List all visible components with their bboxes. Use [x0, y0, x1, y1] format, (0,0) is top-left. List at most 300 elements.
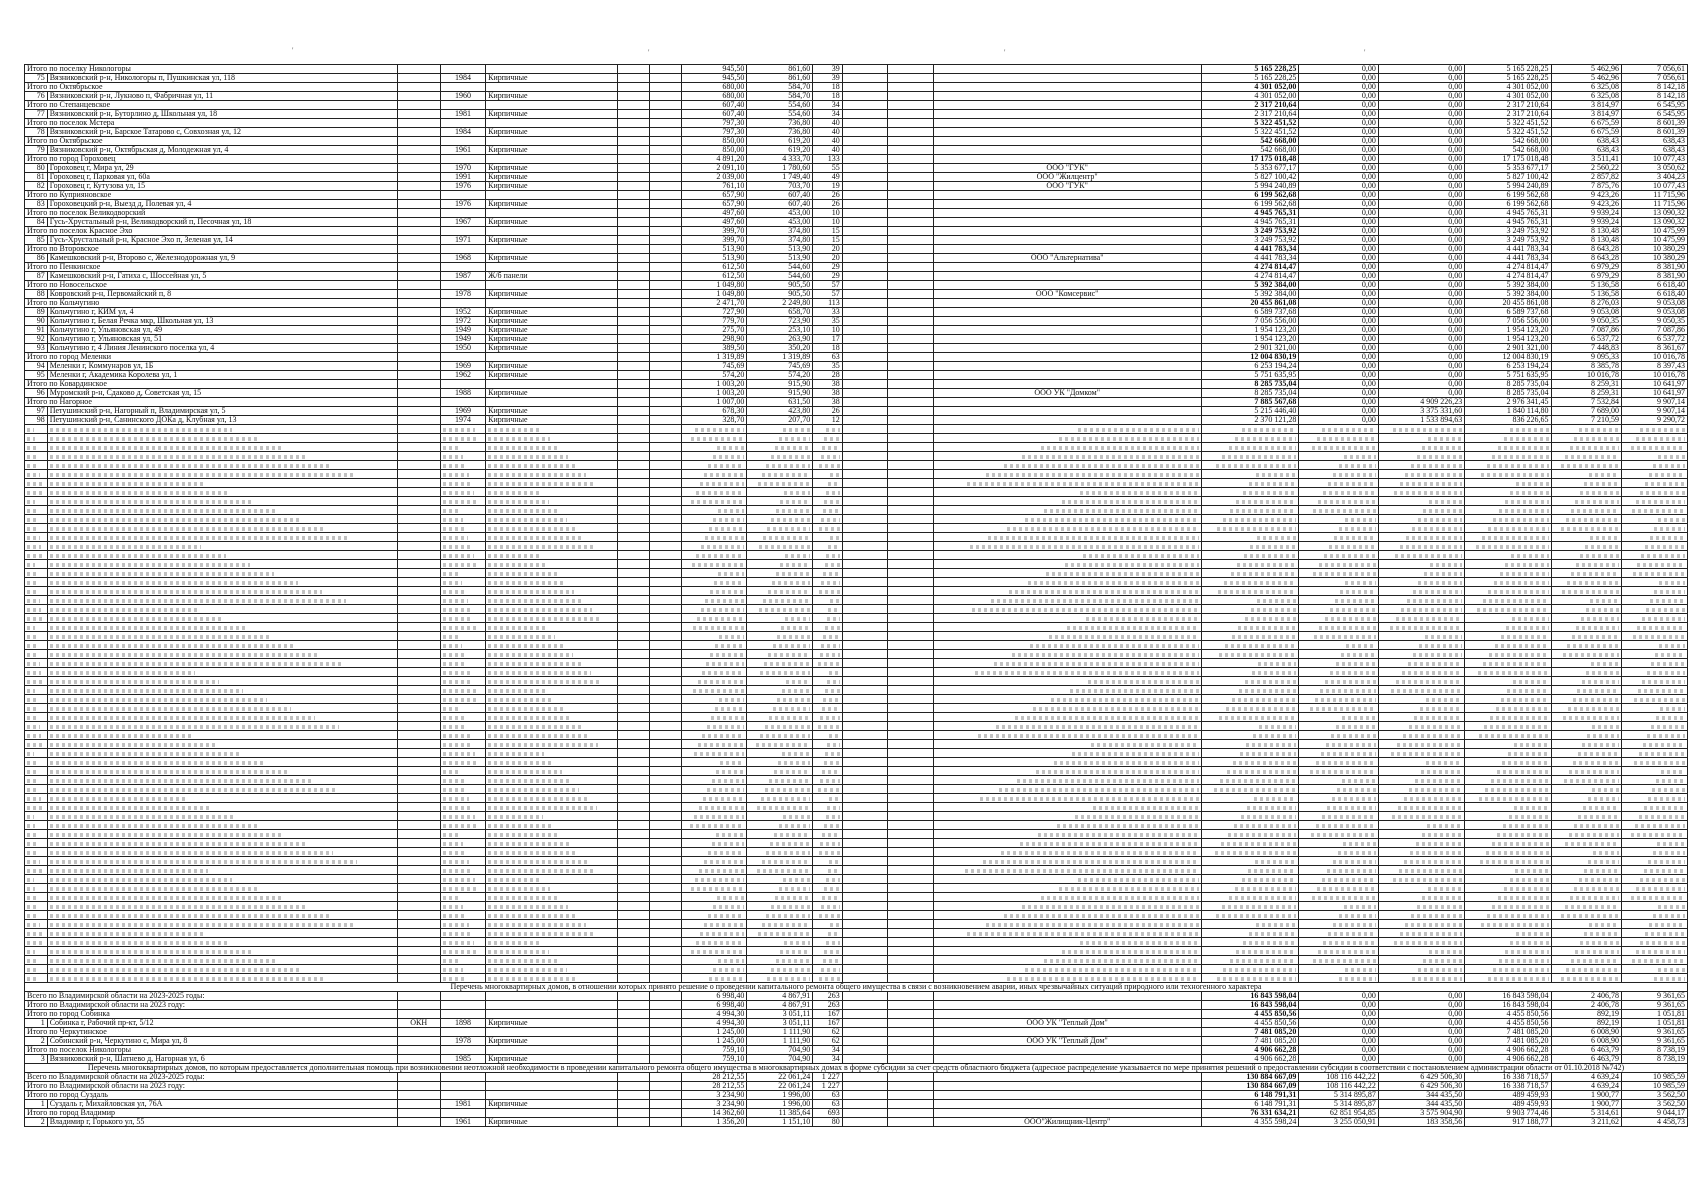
entrances — [649, 1019, 681, 1028]
illegible-cell — [617, 488, 649, 497]
residents-count: 1 227 — [813, 1082, 843, 1091]
illegible-cell — [1201, 749, 1299, 758]
house-row — [25, 416, 1688, 425]
illegible-cell — [440, 740, 485, 749]
management-org — [933, 344, 1201, 353]
management-org — [933, 380, 1201, 389]
build-year — [440, 101, 485, 110]
unit-cost-limit: 10 641,97 — [1621, 380, 1687, 389]
illegible-cell — [440, 542, 485, 551]
illegible-row — [25, 875, 1688, 884]
illegible-cell — [842, 965, 887, 974]
illegible-cell — [1201, 578, 1299, 587]
illegible-cell — [1551, 596, 1621, 605]
total-area: 678,30 — [681, 407, 747, 416]
living-area: 905,50 — [747, 290, 813, 299]
living-area: 3 051,11 — [747, 1019, 813, 1028]
house-address: Меленки г, Коммунаров ул, 1Б — [47, 362, 397, 371]
illegible-cell — [1378, 749, 1464, 758]
illegible-cell — [47, 587, 397, 596]
illegible-cell — [440, 533, 485, 542]
illegible-cell — [1465, 650, 1551, 659]
illegible-cell — [1551, 821, 1621, 830]
fund-source-c: 2 976 341,45 — [1465, 398, 1551, 407]
house-row — [25, 1055, 1688, 1064]
illegible-cell — [397, 794, 440, 803]
illegible-cell — [933, 452, 1201, 461]
unit-cost-limit: 3 562,50 — [1621, 1100, 1687, 1109]
illegible-cell — [649, 965, 681, 974]
fund-source-b: 3 375 331,60 — [1378, 407, 1464, 416]
illegible-cell — [1201, 560, 1299, 569]
illegible-cell — [1621, 947, 1687, 956]
illegible-cell — [747, 641, 813, 650]
heritage-tag — [397, 272, 440, 281]
illegible-cell — [649, 884, 681, 893]
illegible-cell — [397, 830, 440, 839]
management-org — [933, 1001, 1201, 1010]
total-area: 4 891,20 — [681, 155, 747, 164]
account-method — [842, 308, 887, 317]
illegible-cell — [47, 551, 397, 560]
illegible-cell — [681, 830, 747, 839]
repair-type — [888, 200, 933, 209]
residents-count: 34 — [813, 101, 843, 110]
illegible-cell — [617, 965, 649, 974]
illegible-cell — [888, 524, 933, 533]
repair-type — [888, 83, 933, 92]
heritage-tag — [397, 281, 440, 290]
heritage-tag — [397, 1073, 440, 1082]
management-org — [933, 371, 1201, 380]
illegible-cell — [747, 812, 813, 821]
illegible-cell — [25, 803, 48, 812]
illegible-cell — [1465, 785, 1551, 794]
illegible-cell — [649, 515, 681, 524]
illegible-cell — [1378, 533, 1464, 542]
unit-cost-limit: 10 475,99 — [1621, 236, 1687, 245]
total-area: 1 003,20 — [681, 380, 747, 389]
illegible-cell — [933, 587, 1201, 596]
illegible-cell — [813, 857, 843, 866]
repair-type — [888, 992, 933, 1001]
row-number: 76 — [25, 92, 48, 101]
illegible-cell — [47, 920, 397, 929]
illegible-cell — [25, 947, 48, 956]
illegible-cell — [681, 443, 747, 452]
illegible-cell — [813, 929, 843, 938]
illegible-cell — [1621, 839, 1687, 848]
house-row — [25, 308, 1688, 317]
illegible-cell — [747, 704, 813, 713]
illegible-cell — [47, 740, 397, 749]
illegible-cell — [1299, 740, 1379, 749]
illegible-cell — [747, 866, 813, 875]
unit-cost-limit: 6 618,40 — [1621, 290, 1687, 299]
illegible-cell — [1378, 812, 1464, 821]
illegible-cell — [617, 749, 649, 758]
fund-source-c: 8 285 735,04 — [1465, 380, 1551, 389]
illegible-cell — [1378, 461, 1464, 470]
illegible-cell — [1378, 902, 1464, 911]
illegible-cell — [933, 902, 1201, 911]
residents-count: 40 — [813, 146, 843, 155]
repair-cost: 7 056 556,00 — [1201, 317, 1299, 326]
illegible-cell — [1299, 839, 1379, 848]
illegible-cell — [25, 821, 48, 830]
illegible-cell — [813, 821, 843, 830]
illegible-cell — [1621, 974, 1687, 983]
illegible-row — [25, 776, 1688, 785]
illegible-cell — [25, 866, 48, 875]
illegible-cell — [440, 794, 485, 803]
entrances — [649, 380, 681, 389]
illegible-cell — [1201, 848, 1299, 857]
illegible-cell — [1299, 794, 1379, 803]
illegible-cell — [1621, 515, 1687, 524]
illegible-cell — [888, 425, 933, 434]
illegible-cell — [747, 506, 813, 515]
unit-cost: 7 087,86 — [1551, 326, 1621, 335]
illegible-cell — [649, 488, 681, 497]
illegible-cell — [813, 641, 843, 650]
build-year: 1968 — [440, 254, 485, 263]
illegible-cell — [933, 470, 1201, 479]
illegible-cell — [747, 533, 813, 542]
floors — [617, 245, 649, 254]
management-org — [933, 1046, 1201, 1055]
house-address: Петушинский р-н, Нагорный п, Владимирская ул, 5 — [47, 407, 397, 416]
illegible-cell — [47, 821, 397, 830]
unit-cost: 7 210,59 — [1551, 416, 1621, 425]
build-year — [440, 263, 485, 272]
repair-type — [888, 1091, 933, 1100]
fund-source-b: 0,00 — [1378, 290, 1464, 299]
repair-type — [888, 317, 933, 326]
illegible-cell — [933, 839, 1201, 848]
illegible-cell — [1299, 821, 1379, 830]
account-method — [842, 74, 887, 83]
subtotal-label: Итого по город Владимир — [25, 1109, 398, 1118]
residents-count: 35 — [813, 362, 843, 371]
total-area: 399,70 — [681, 227, 747, 236]
section-caption: Перечень многоквартирных домов, по которым предоставляется дополнительная помощь при возникновении неотложной необходимости в проведении капитального ремонта общего имущества в многоквартирных домах в форме субсидии за счет средств областного бюджета (адресное распределение указывается по мере принятия решений о предоставлении субсидии в соответствии с постановлением администрации области от 01.10.2018 №742) — [25, 1064, 1688, 1073]
illegible-cell — [681, 533, 747, 542]
total-area: 497,60 — [681, 209, 747, 218]
fund-source-c: 917 188,77 — [1465, 1118, 1551, 1127]
unit-cost-limit: 8 738,19 — [1621, 1046, 1687, 1055]
entrances — [649, 245, 681, 254]
illegible-cell — [1201, 740, 1299, 749]
residents-count: 10 — [813, 218, 843, 227]
total-area: 759,10 — [681, 1055, 747, 1064]
fund-source-b: 0,00 — [1378, 146, 1464, 155]
repair-cost: 4 906 662,28 — [1201, 1055, 1299, 1064]
wall-material: Кирпичные — [486, 128, 618, 137]
illegible-cell — [440, 461, 485, 470]
illegible-cell — [842, 434, 887, 443]
illegible-cell — [617, 704, 649, 713]
illegible-cell — [813, 848, 843, 857]
unit-cost: 1 900,77 — [1551, 1091, 1621, 1100]
unit-cost: 7 532,84 — [1551, 398, 1621, 407]
unit-cost-limit: 4 458,73 — [1621, 1118, 1687, 1127]
illegible-cell — [1201, 929, 1299, 938]
illegible-cell — [1201, 785, 1299, 794]
illegible-cell — [1621, 569, 1687, 578]
account-method — [842, 389, 887, 398]
account-method — [842, 1010, 887, 1019]
illegible-cell — [681, 884, 747, 893]
illegible-cell — [681, 911, 747, 920]
unit-cost-limit: 1 051,81 — [1621, 1019, 1687, 1028]
illegible-cell — [888, 920, 933, 929]
fund-source-a: 0,00 — [1299, 308, 1379, 317]
illegible-cell — [617, 776, 649, 785]
illegible-cell — [842, 551, 887, 560]
heritage-tag — [397, 155, 440, 164]
house-row — [25, 146, 1688, 155]
illegible-cell — [888, 740, 933, 749]
repair-type — [888, 245, 933, 254]
illegible-cell — [1378, 776, 1464, 785]
illegible-cell — [397, 839, 440, 848]
unit-cost-limit: 8 381,90 — [1621, 263, 1687, 272]
illegible-cell — [888, 947, 933, 956]
illegible-cell — [681, 587, 747, 596]
unit-cost: 5 462,96 — [1551, 65, 1621, 74]
repair-type — [888, 1055, 933, 1064]
illegible-cell — [1621, 794, 1687, 803]
illegible-row — [25, 893, 1688, 902]
illegible-cell — [25, 470, 48, 479]
illegible-cell — [1299, 884, 1379, 893]
illegible-cell — [486, 443, 618, 452]
illegible-cell — [1551, 938, 1621, 947]
illegible-cell — [1621, 722, 1687, 731]
illegible-cell — [397, 812, 440, 821]
illegible-cell — [617, 713, 649, 722]
illegible-cell — [47, 623, 397, 632]
illegible-cell — [1551, 560, 1621, 569]
repair-type — [888, 254, 933, 263]
build-year: 1961 — [440, 146, 485, 155]
floors — [617, 362, 649, 371]
illegible-cell — [440, 695, 485, 704]
build-year — [440, 380, 485, 389]
unit-cost: 6 325,08 — [1551, 92, 1621, 101]
living-area: 4 333,70 — [747, 155, 813, 164]
illegible-cell — [842, 569, 887, 578]
illegible-cell — [47, 956, 397, 965]
illegible-cell — [747, 875, 813, 884]
illegible-cell — [747, 902, 813, 911]
illegible-cell — [1465, 713, 1551, 722]
living-area: 658,70 — [747, 308, 813, 317]
illegible-cell — [397, 515, 440, 524]
total-area: 2 471,70 — [681, 299, 747, 308]
illegible-cell — [25, 506, 48, 515]
living-area: 4 867,91 — [747, 1001, 813, 1010]
illegible-cell — [1299, 614, 1379, 623]
section-caption: Перечень многоквартирных домов, в отношении которых принято решение о проведении капитального ремонта общего имущества в связи с возникновением аварии, иных чрезвычайных ситуаций природного или техногенного характера — [25, 983, 1688, 992]
build-year: 1961 — [440, 1118, 485, 1127]
illegible-row — [25, 542, 1688, 551]
illegible-cell — [813, 506, 843, 515]
illegible-cell — [649, 722, 681, 731]
management-org — [933, 362, 1201, 371]
illegible-cell — [888, 893, 933, 902]
unit-cost: 3 814,97 — [1551, 110, 1621, 119]
repair-cost: 1 954 123,20 — [1201, 335, 1299, 344]
repair-type — [888, 218, 933, 227]
repair-type — [888, 1001, 933, 1010]
living-area: 207,70 — [747, 416, 813, 425]
wall-material: Кирпичные — [486, 290, 618, 299]
subtotal-label: Итого по город Суздаль — [25, 1091, 398, 1100]
illegible-cell — [888, 596, 933, 605]
repair-type — [888, 182, 933, 191]
entrances — [649, 290, 681, 299]
subtotal-row — [25, 398, 1688, 407]
illegible-cell — [1551, 857, 1621, 866]
row-number: 94 — [25, 362, 48, 371]
illegible-cell — [25, 776, 48, 785]
repair-type — [888, 119, 933, 128]
unit-cost-limit: 7 056,61 — [1621, 65, 1687, 74]
residents-count: 40 — [813, 119, 843, 128]
illegible-cell — [888, 605, 933, 614]
illegible-cell — [1378, 920, 1464, 929]
unit-cost: 8 385,78 — [1551, 362, 1621, 371]
illegible-cell — [397, 785, 440, 794]
fund-source-a: 0,00 — [1299, 326, 1379, 335]
illegible-cell — [1201, 623, 1299, 632]
unit-cost: 6 008,90 — [1551, 1028, 1621, 1037]
house-address: Вязниковский р-н, Никологоры п, Пушкинская ул, 118 — [47, 74, 397, 83]
unit-cost: 2 406,78 — [1551, 1001, 1621, 1010]
management-org — [933, 119, 1201, 128]
illegible-cell — [25, 884, 48, 893]
illegible-cell — [1201, 974, 1299, 983]
illegible-cell — [25, 488, 48, 497]
illegible-cell — [47, 938, 397, 947]
illegible-cell — [1621, 785, 1687, 794]
row-number: 91 — [25, 326, 48, 335]
total-area: 28 212,55 — [681, 1082, 747, 1091]
illegible-cell — [1621, 920, 1687, 929]
entrances — [649, 137, 681, 146]
illegible-cell — [1201, 641, 1299, 650]
management-org — [933, 209, 1201, 218]
illegible-cell — [1299, 524, 1379, 533]
illegible-cell — [842, 740, 887, 749]
illegible-cell — [1378, 434, 1464, 443]
wall-material: Кирпичные — [486, 317, 618, 326]
illegible-cell — [888, 578, 933, 587]
illegible-cell — [1378, 650, 1464, 659]
illegible-cell — [25, 542, 48, 551]
illegible-cell — [681, 965, 747, 974]
illegible-cell — [649, 659, 681, 668]
repair-cost: 4 301 052,00 — [1201, 83, 1299, 92]
illegible-cell — [1465, 659, 1551, 668]
entrances — [649, 353, 681, 362]
illegible-cell — [1621, 614, 1687, 623]
subtotal-row — [25, 1082, 1688, 1091]
illegible-cell — [440, 524, 485, 533]
illegible-cell — [617, 884, 649, 893]
residents-count: 26 — [813, 407, 843, 416]
illegible-cell — [486, 434, 618, 443]
illegible-cell — [486, 461, 618, 470]
build-year — [440, 281, 485, 290]
illegible-cell — [1378, 605, 1464, 614]
residents-count: 39 — [813, 65, 843, 74]
repair-cost: 542 668,00 — [1201, 146, 1299, 155]
illegible-cell — [1551, 524, 1621, 533]
illegible-cell — [47, 515, 397, 524]
illegible-cell — [47, 974, 397, 983]
illegible-cell — [486, 452, 618, 461]
illegible-cell — [1621, 821, 1687, 830]
illegible-cell — [1551, 956, 1621, 965]
illegible-cell — [440, 488, 485, 497]
illegible-cell — [1378, 857, 1464, 866]
illegible-cell — [649, 848, 681, 857]
fund-source-b: 0,00 — [1378, 245, 1464, 254]
house-address: Камешковский р-н, Второво с, Железнодорожная ул, 9 — [47, 254, 397, 263]
illegible-cell — [888, 533, 933, 542]
illegible-cell — [933, 920, 1201, 929]
wall-material: Кирпичные — [486, 173, 618, 182]
living-area: 915,90 — [747, 380, 813, 389]
repair-cost: 6 148 791,31 — [1201, 1100, 1299, 1109]
illegible-cell — [440, 929, 485, 938]
illegible-cell — [681, 497, 747, 506]
total-area: 6 998,40 — [681, 1001, 747, 1010]
build-year: 1970 — [440, 164, 485, 173]
illegible-cell — [25, 569, 48, 578]
fund-source-b: 0,00 — [1378, 371, 1464, 380]
residents-count: 10 — [813, 209, 843, 218]
heritage-tag — [397, 317, 440, 326]
house-address: Муромский р-н, Сдаково д, Советская ул, 15 — [47, 389, 397, 398]
repair-type — [888, 407, 933, 416]
repair-type — [888, 173, 933, 182]
illegible-cell — [1465, 677, 1551, 686]
illegible-cell — [681, 614, 747, 623]
illegible-cell — [1201, 425, 1299, 434]
subtotal-label: Итого по город Гороховец — [25, 155, 398, 164]
build-year — [440, 245, 485, 254]
illegible-cell — [25, 641, 48, 650]
illegible-cell — [813, 758, 843, 767]
account-method — [842, 209, 887, 218]
illegible-cell — [747, 623, 813, 632]
illegible-cell — [1465, 911, 1551, 920]
entrances — [649, 281, 681, 290]
illegible-cell — [813, 830, 843, 839]
living-area: 350,20 — [747, 344, 813, 353]
illegible-cell — [617, 677, 649, 686]
illegible-cell — [1465, 506, 1551, 515]
row-number: 2 — [25, 1118, 48, 1127]
account-method — [842, 371, 887, 380]
illegible-cell — [617, 740, 649, 749]
fund-source-a: 0,00 — [1299, 416, 1379, 425]
illegible-cell — [813, 551, 843, 560]
